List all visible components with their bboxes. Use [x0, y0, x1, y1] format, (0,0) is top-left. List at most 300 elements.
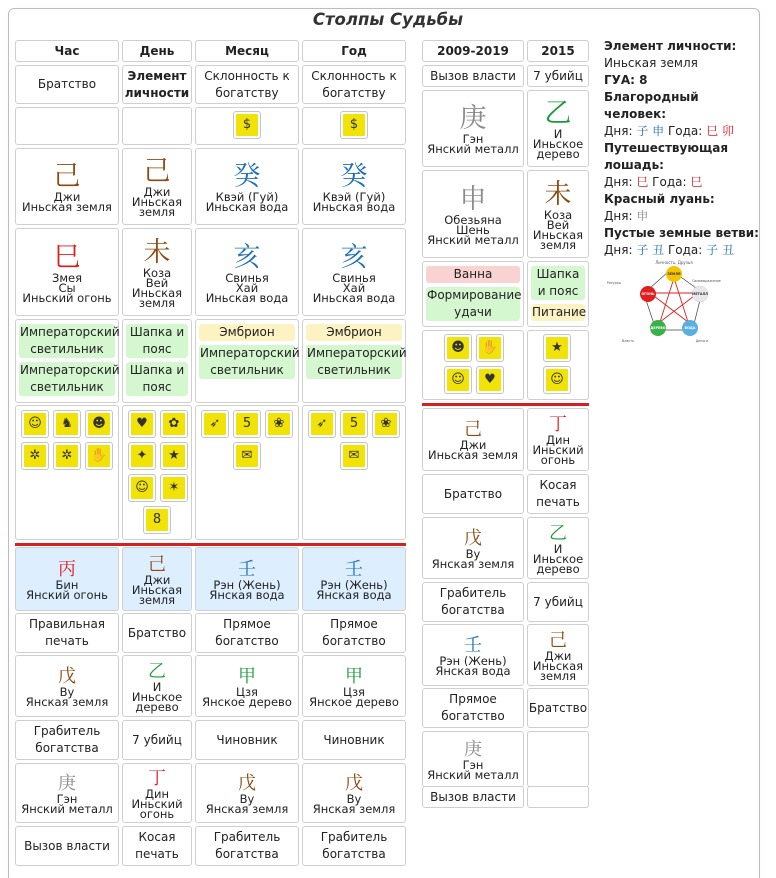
earthly-branch-0	[15, 228, 119, 316]
stem-element: Янская земля	[205, 801, 289, 816]
horse-day-chars: 巳	[636, 175, 649, 189]
hidden-stem-2-2	[195, 763, 299, 823]
symbol-star-0-0-glyph: ☺	[24, 413, 46, 435]
stem-name: Дин	[145, 786, 169, 801]
stem-name: Рэн (Жень)	[213, 577, 281, 592]
peach-day-chars: 申	[636, 209, 649, 223]
symbol-star-1-3-button[interactable]	[160, 442, 188, 470]
ten-god-label: 7 убийц	[132, 732, 182, 747]
personality-label: Элемент личности:	[604, 39, 737, 53]
luck-hidden-stem-1-0	[527, 408, 589, 471]
symbol-star-2-1-glyph: 5	[236, 413, 258, 435]
phase-tag: Ванна	[426, 266, 520, 283]
branch-name: Вей	[145, 275, 169, 290]
hidden-god-0-0	[15, 613, 119, 653]
void-day-label: Дня:	[604, 243, 633, 257]
hidden-god-0-1	[15, 720, 119, 760]
ten-god-label: Прямое богатство	[215, 617, 279, 648]
symbol-star-1-1-glyph: ✿	[163, 413, 185, 435]
glyph: 癸	[233, 161, 261, 192]
heavenly-stem-1	[122, 148, 192, 225]
luck-star-0-3-button[interactable]	[476, 366, 504, 394]
stem-name: И	[553, 127, 563, 141]
stem-element: Янская земля	[312, 801, 396, 816]
phase-tag: Шапка и пояс	[126, 324, 188, 358]
hidden-god-2-2	[195, 826, 299, 866]
horse-label: Путешествующая лошадь:	[604, 141, 729, 172]
luck-hidden-god-1-0	[527, 474, 589, 514]
heavenly-stem-2	[195, 148, 299, 225]
symbol-star-2-1-button[interactable]	[233, 410, 261, 438]
ten-god-label: Склонность к богатству	[311, 68, 397, 100]
noble-day-label: Дня:	[604, 124, 633, 138]
gua-number: ГУА: 8	[604, 73, 648, 87]
branch-animal: Коза	[543, 207, 573, 222]
pillar-header-label: День	[139, 44, 175, 58]
symbol-star-0-1-glyph: ♞	[56, 413, 78, 435]
stem-element: Иньское дерево	[131, 689, 183, 714]
ten-god-label: Косая печать	[536, 478, 580, 509]
ten-god-label: Прямое богатство	[441, 692, 505, 723]
luck-branch-1	[527, 170, 589, 258]
glyph: 乙	[549, 522, 567, 544]
symbol-star-0-5-glyph: ✋	[88, 445, 110, 467]
hidden-stem-1-1	[122, 655, 192, 717]
luck-star-0-3-glyph: ♥	[479, 369, 501, 391]
luck-hidden-empty-god-1-3	[527, 786, 589, 808]
ten-god-label: Грабитель богатства	[320, 830, 388, 861]
glyph: 壬	[345, 558, 363, 580]
glyph: 亥	[340, 241, 368, 273]
hidden-stem-3-1	[302, 655, 406, 717]
luck-star-1-1-glyph: ☺	[546, 369, 568, 391]
money-bag-icon-glyph: $	[236, 114, 258, 136]
glyph: 申	[459, 183, 487, 215]
ten-god-label: 7 убийц	[533, 68, 583, 83]
symbol-star-2-0-glyph: ➶	[204, 413, 226, 435]
luck-hidden-god-0-3	[422, 786, 524, 808]
symbol-star-2-3-button[interactable]	[233, 442, 261, 470]
noble-label: Благородный человек:	[604, 90, 699, 121]
ten-god-label: Братство	[528, 700, 588, 715]
stem-element: Янская вода	[435, 663, 511, 678]
ten-god-1	[122, 65, 192, 104]
noble-year-label: Года:	[667, 124, 703, 138]
luck-ten-god-0	[422, 65, 524, 87]
luck-star-0-2-button[interactable]	[444, 366, 472, 394]
horse-year-chars: 巳	[690, 175, 703, 189]
glyph: 己	[464, 419, 482, 440]
symbol-star-3-1-button[interactable]	[340, 410, 368, 438]
glyph: 戊	[345, 772, 363, 794]
luck-hidden-stem-1-2	[527, 624, 589, 686]
branch-element: Иньская земля	[532, 227, 584, 252]
luck-hidden-god-1-2	[527, 688, 589, 728]
phase-tag: Императорский светильник	[307, 346, 407, 377]
ten-god-label: Вызов власти	[24, 838, 110, 853]
luck-star-0-1-glyph: ✋	[479, 337, 501, 359]
hidden-stem-3-2	[302, 763, 406, 823]
symbol-star-3-2-glyph: ❀	[375, 413, 397, 435]
pillar-header-label: Год	[341, 44, 367, 58]
branch-element: Иньский огонь	[22, 290, 112, 305]
glyph: 乙	[148, 660, 166, 682]
glyph: 壬	[238, 558, 256, 580]
branch-element: Иньская вода	[312, 290, 396, 305]
stem-element: Иньская земля	[131, 582, 183, 607]
hidden-god-1-2	[122, 826, 192, 866]
symbol-star-1-1-button[interactable]	[160, 410, 188, 438]
phase-tag: Шапка и пояс	[531, 266, 585, 300]
hidden-god-2-0	[195, 613, 299, 653]
luck-stars-cell-0	[422, 330, 524, 400]
ten-god-label: Косая печать	[135, 830, 179, 861]
stem-element: Иньский огонь	[532, 443, 584, 467]
luck-hidden-empty-1-3	[527, 731, 589, 787]
fire-node-label: ОГОНЬ	[641, 292, 655, 296]
stem-name: И	[152, 679, 162, 694]
luck-hidden-divider	[422, 403, 589, 406]
symbol-star-3-1-glyph: 5	[343, 413, 365, 435]
luck-hidden-stem-0-0	[422, 408, 524, 471]
stem-name: Джи	[143, 572, 171, 587]
hidden-god-0-2	[15, 826, 119, 866]
glyph: 己	[148, 553, 166, 575]
life-phase-1	[122, 319, 192, 403]
stem-name: Ву	[346, 791, 362, 806]
stem-element: Янский огонь	[26, 587, 108, 602]
void-year-chars: 子 丑	[706, 243, 734, 257]
pentagram-label-power: Власть	[621, 339, 635, 343]
wood-node-label: ДЕРЕВО	[650, 326, 666, 330]
stem-element: Янская земля	[431, 556, 515, 571]
branch-animal: Змея	[51, 270, 83, 285]
ten-god-label: Элемент личности	[124, 68, 190, 100]
life-phase-0	[15, 319, 119, 403]
luck-hidden-stem-0-2	[422, 624, 524, 686]
ten-god-label: Чиновник	[323, 732, 385, 747]
symbol-star-0-4-glyph: ✲	[56, 445, 78, 467]
symbol-star-1-5-button[interactable]	[160, 474, 188, 502]
hidden-god-1-0	[122, 613, 192, 653]
glyph: 巳	[53, 241, 81, 273]
ten-god-label: Склонность к богатству	[204, 68, 290, 100]
stem-element: Иньская вода	[312, 200, 396, 214]
symbol-star-0-4-button[interactable]	[53, 442, 81, 470]
side-info	[604, 38, 764, 259]
stem-name: Джи	[544, 648, 572, 663]
phase-tag: Формирование удачи	[427, 288, 522, 319]
glyph: 庚	[459, 103, 487, 134]
hidden-god-3-0	[302, 613, 406, 653]
stem-name: Ву	[59, 684, 75, 699]
stem-element: Иньская земля	[532, 658, 584, 683]
pillar-header-3	[302, 40, 406, 62]
symbol-star-1-5-glyph: ✶	[163, 477, 185, 499]
hidden-god-3-1	[302, 720, 406, 760]
stem-element: Янский металл	[21, 801, 113, 816]
phase-tag: Эмбрион	[199, 324, 295, 341]
branch-animal: Коза	[142, 265, 172, 280]
stem-element: Янский металл	[427, 142, 519, 156]
symbol-star-1-0-button[interactable]	[128, 410, 156, 438]
luck-header-label: 2009-2019	[437, 44, 509, 58]
symbol-star-1-6-glyph: 8	[146, 509, 168, 531]
symbol-star-3-3-glyph: ✉	[343, 445, 365, 467]
symbol-star-2-0-button[interactable]	[201, 410, 229, 438]
symbol-star-0-0-button[interactable]	[21, 410, 49, 438]
stem-element: Янская земля	[25, 694, 109, 709]
branch-name: Сы	[58, 280, 76, 295]
hidden-god-2-1	[195, 720, 299, 760]
hidden-god-1-1	[122, 720, 192, 760]
symbol-star-0-2-glyph: ☻	[88, 413, 110, 435]
stem-element: Иньская земля	[131, 195, 183, 219]
hidden-stem-0-1	[15, 655, 119, 717]
symbol-star-1-3-glyph: ★	[163, 445, 185, 467]
symbol-star-0-2-button[interactable]	[85, 410, 113, 438]
money-bag-icon-button[interactable]	[340, 111, 368, 139]
stem-name: Джи	[53, 190, 81, 204]
luck-phase-1	[527, 261, 589, 327]
glyph: 庚	[58, 772, 76, 794]
luck-star-0-1-button[interactable]	[476, 334, 504, 362]
branch-element: Янский металл	[427, 232, 519, 247]
glyph: 乙	[544, 98, 572, 129]
phase-tag: Императорский светильник	[20, 363, 120, 394]
symbol-star-1-2-button[interactable]	[128, 442, 156, 470]
luck-star-1-1-button[interactable]	[543, 366, 571, 394]
symbol-star-3-2-button[interactable]	[372, 410, 400, 438]
branch-element: Иньская земля	[131, 285, 183, 310]
stem-name: Цзя	[236, 684, 258, 699]
life-phase-2	[195, 319, 299, 403]
earthly-branch-3	[302, 228, 406, 316]
luck-header-0	[422, 40, 524, 62]
glyph: 戊	[58, 665, 76, 687]
luck-star-0-0-button[interactable]	[444, 334, 472, 362]
ten-god-label: Братство	[127, 625, 187, 640]
symbol-cell-0	[15, 107, 119, 145]
stem-element: Янское дерево	[202, 694, 292, 709]
hidden-stem-3-0	[302, 547, 406, 611]
horse-day-label: Дня:	[604, 175, 633, 189]
pillar-header-0	[15, 40, 119, 62]
luck-header-label: 2015	[541, 44, 575, 58]
glyph: 戊	[464, 527, 482, 549]
stem-name: Ву	[239, 791, 255, 806]
stem-name: Цзя	[343, 684, 365, 699]
pentagram-label-resources: Ресурсы	[606, 281, 622, 285]
earthly-branch-2	[195, 228, 299, 316]
ten-god-label: Вызов власти	[430, 68, 516, 83]
luck-hidden-stem-0-1	[422, 517, 524, 579]
glyph: 丙	[58, 558, 76, 580]
pentagram-top-label: Личность, Друзья	[655, 260, 693, 265]
noble-line	[604, 123, 764, 140]
glyph: 壬	[464, 634, 482, 656]
peach-line	[604, 208, 764, 225]
pentagram-label-expression: Самовыражение	[692, 279, 721, 283]
noble-day-chars: 子 申	[636, 124, 665, 138]
branch-element: Иньская вода	[205, 290, 289, 305]
void-day-chars: 子 丑	[636, 243, 665, 257]
luck-star-1-0-button[interactable]	[543, 334, 571, 362]
ten-god-label: Грабитель богатства	[33, 724, 101, 755]
glyph: 己	[53, 161, 81, 192]
stem-name: Рэн (Жень)	[320, 577, 388, 592]
pillar-header-label: Час	[54, 44, 80, 58]
noble-year-chars: 巳 卯	[706, 124, 734, 138]
glyph: 甲	[238, 665, 256, 687]
water-node-label: ВОДА	[684, 326, 696, 330]
symbol-star-2-2-glyph: ❀	[268, 413, 290, 435]
symbol-star-3-3-button[interactable]	[340, 442, 368, 470]
stem-name: Ву	[465, 546, 481, 561]
hidden-god-3-2	[302, 826, 406, 866]
peach-day-label: Дня:	[604, 209, 633, 223]
branch-animal: Свинья	[225, 270, 269, 285]
hidden-stem-0-0	[15, 547, 119, 611]
stem-name: Джи	[459, 438, 487, 452]
stem-element: Иньский огонь	[131, 796, 183, 821]
ten-god-label: Грабитель богатства	[213, 830, 281, 861]
ten-god-2	[195, 65, 299, 104]
ten-god-0	[15, 65, 119, 104]
stem-name: Квэй (Гуй)	[215, 190, 279, 204]
luck-phase-0	[422, 261, 524, 327]
earthly-branch-1	[122, 228, 192, 316]
stem-name: Дин	[546, 433, 570, 447]
symbol-star-3-0-glyph: ➶	[311, 413, 333, 435]
symbol-star-0-3-glyph: ✲	[24, 445, 46, 467]
earth-node-label: ЗЕМЛЯ	[667, 272, 681, 276]
ten-god-label: Чиновник	[216, 732, 278, 747]
ten-god-label: Грабитель богатства	[439, 586, 507, 617]
phase-tag: Шапка и пояс	[126, 362, 188, 396]
stem-name: Рэн (Жень)	[439, 653, 507, 668]
luck-hidden-stem-0-3	[422, 731, 524, 787]
glyph: 未	[544, 178, 572, 210]
glyph: 己	[549, 629, 567, 651]
void-year-label: Года:	[667, 243, 703, 257]
money-bag-icon-glyph: $	[343, 114, 365, 136]
heavenly-stem-3	[302, 148, 406, 225]
stem-element: Иньское дерево	[532, 137, 584, 161]
luck-hidden-god-1-1	[527, 582, 589, 622]
ten-god-label: Правильная печать	[28, 617, 106, 648]
page-title: Столпы Судьбы	[312, 10, 464, 29]
stem-name: Гэн	[462, 757, 484, 772]
glyph: 癸	[340, 161, 368, 192]
branch-name: Хай	[342, 280, 366, 295]
peach-label: Красный луань:	[604, 192, 715, 206]
branch-name: Шень	[456, 222, 490, 237]
symbol-star-3-0-button[interactable]	[308, 410, 336, 438]
symbol-star-1-6-button[interactable]	[143, 506, 171, 534]
hidden-stem-2-1	[195, 655, 299, 717]
hidden-stem-1-2	[122, 763, 192, 823]
phase-tag: Эмбрион	[306, 324, 402, 341]
void-line	[604, 242, 764, 259]
luck-header-1	[527, 40, 589, 62]
symbol-star-2-2-button[interactable]	[265, 410, 293, 438]
symbol-star-0-1-button[interactable]	[53, 410, 81, 438]
stem-element: Янский металл	[427, 767, 519, 782]
ten-god-label: Братство	[443, 486, 503, 501]
symbol-star-1-0-glyph: ♥	[131, 413, 153, 435]
symbol-star-1-4-glyph: ☺	[131, 477, 153, 499]
luck-star-0-0-glyph: ☻	[447, 337, 469, 359]
luck-stem-0	[422, 90, 524, 167]
pillar-header-2	[195, 40, 299, 62]
luck-stem-1	[527, 90, 589, 167]
symbol-star-2-3-glyph: ✉	[236, 445, 258, 467]
stem-element: Иньское дерево	[532, 551, 584, 576]
money-bag-icon-button[interactable]	[233, 111, 261, 139]
five-elements-diagram	[604, 258, 721, 348]
stem-name: Джи	[143, 185, 171, 199]
symbol-star-1-2-glyph: ✦	[131, 445, 153, 467]
ten-god-3	[302, 65, 406, 104]
symbol-star-0-5-button[interactable]	[85, 442, 113, 470]
life-phase-3	[302, 319, 406, 403]
hidden-stem-1-0	[122, 547, 192, 611]
glyph: 丁	[148, 767, 166, 789]
pillar-header-label: Месяц	[225, 44, 269, 58]
luck-hidden-god-0-2	[422, 688, 524, 728]
hidden-stem-2-0	[195, 547, 299, 611]
ten-god-label: Братство	[37, 77, 97, 91]
symbol-cell-1	[122, 107, 192, 145]
ten-god-label: Вызов власти	[430, 789, 516, 804]
branch-name: Вей	[546, 217, 570, 232]
phase-tag: Императорский светильник	[200, 346, 300, 377]
branch-name: Хай	[235, 280, 259, 295]
branch-animal: Свинья	[332, 270, 376, 285]
pentagram-label-money: Деньги	[695, 339, 709, 343]
phase-tag: Императорский светильник	[20, 325, 120, 356]
glyph: 戊	[238, 772, 256, 794]
symbol-star-1-4-button[interactable]	[128, 474, 156, 502]
heavenly-stem-0	[15, 148, 119, 225]
glyph: 亥	[233, 241, 261, 273]
ten-god-label: Прямое богатство	[322, 617, 386, 648]
stem-name: И	[553, 541, 563, 556]
luck-branch-0	[422, 170, 524, 258]
stem-element: Янская вода	[316, 587, 392, 602]
luck-star-0-2-glyph: ☺	[447, 369, 469, 391]
luck-hidden-god-0-1	[422, 582, 524, 622]
luck-hidden-god-0-0	[422, 474, 524, 514]
ten-god-label: 7 убийц	[533, 594, 583, 609]
glyph: 未	[143, 236, 171, 268]
stem-name: Гэн	[462, 132, 484, 146]
stem-element: Иньская земля	[428, 448, 518, 462]
glyph: 庚	[464, 738, 482, 760]
stem-element: Янское дерево	[309, 694, 399, 709]
luck-hidden-stem-1-1	[527, 517, 589, 579]
stem-element: Янская вода	[209, 587, 285, 602]
glyph: 丁	[549, 414, 567, 435]
glyph: 甲	[345, 665, 363, 687]
stem-name: Гэн	[56, 791, 78, 806]
stem-name: Квэй (Гуй)	[322, 190, 386, 204]
personality-value: Иньская земля	[604, 56, 698, 70]
hidden-stem-0-2	[15, 763, 119, 823]
horse-year-label: Года:	[652, 175, 687, 189]
symbol-star-0-3-button[interactable]	[21, 442, 49, 470]
